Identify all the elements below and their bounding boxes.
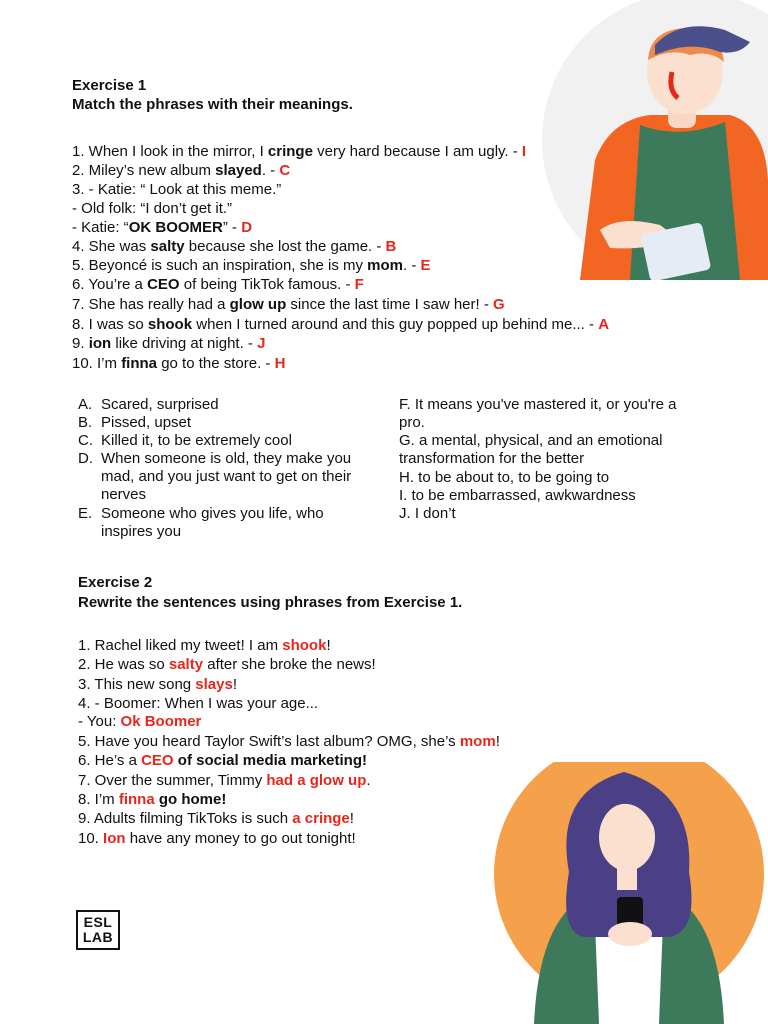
answer-phrase: finna [118,791,155,808]
exercise-1-item [72,181,281,199]
answer-phrase: a cringe [292,810,350,827]
exercise-2-title: Exercise 2 [78,574,153,591]
item-text-end: go to the store. - [157,355,275,372]
item-text-end: of social media marketing! [173,752,367,769]
item-text-end: like driving at night. - [111,335,258,352]
item-text-end: after she broke the news! [203,656,376,673]
item-text-end: ! [349,810,354,827]
definition-item: F. It means you've mastered it, or you're a pro. [399,396,677,431]
exercise-1-item [72,276,364,294]
exercise-1-item [72,257,431,275]
item-text-end: . - [403,257,421,274]
definition-item: G. a mental, physical, and an emotional transformation for the better [399,432,663,467]
exercise-2-item [78,713,201,731]
item-text-end: ! [326,637,331,654]
exercise-1-item [72,219,252,237]
exercise-1-item [72,355,285,373]
answer-phrase: Ion [103,830,126,847]
answer-letter: I [521,143,527,160]
item-text-end: ! [232,676,238,693]
definition-text: Killed it, to be extremely cool [101,432,292,449]
slang-term: finna [121,355,158,372]
definition-letter: D. [78,450,93,467]
item-text: 1. When I look in the mirror, I [72,143,268,160]
answer-phrase: slays [195,676,233,693]
definition-item [78,396,368,414]
exercise-2-item [78,637,331,655]
definition-letter: B. [78,414,93,431]
exercise-1-item [72,162,290,180]
exercise-2-item [78,695,318,713]
item-text: 7. Over the summer, Timmy [78,772,267,789]
exercise-2-item [78,676,237,694]
exercise-1-title: Exercise 1 [72,77,147,94]
exercise-1-subtitle: Match the phrases with their meanings. [72,96,353,113]
definition-item [78,450,368,504]
slang-term: salty [150,238,185,255]
slang-term: mom [367,257,403,274]
item-text: 4. She was [72,238,151,255]
item-text-end: go home! [154,791,227,808]
slang-term: CEO [147,276,180,293]
item-text: 2. He was so [78,656,169,673]
item-text: - Katie: “ [72,219,129,236]
definition-text: Scared, surprised [101,396,219,413]
answer-letter: G [493,296,505,313]
definition-item: I. to be embarrassed, awkwardness [399,487,636,504]
exercise-1-item [72,296,505,314]
item-text-end: . [366,772,371,789]
item-text-end: ” - [222,219,242,236]
girl-illustration [494,762,768,1024]
exercise-2-item [78,810,354,828]
exercise-1-item [72,316,609,334]
item-text: 3. - Katie: “ Look at this meme.” [72,181,282,198]
logo-line-1: ESL [83,914,113,930]
item-text-end: very hard because I am ugly. - [312,143,522,160]
exercise-2-item [78,656,376,674]
answer-phrase: CEO [141,752,174,769]
exercise-1-item [72,200,232,218]
answer-letter: C [279,162,291,179]
logo-line-2: LAB [82,929,114,945]
item-text-end: . - [261,162,280,179]
answer-letter: A [598,316,610,333]
esl-lab-logo [76,910,120,950]
definition-item [78,414,368,432]
item-text: 6. You’re a [72,276,148,293]
item-text-end: when I turned around and this guy popped up behind me... - [192,316,599,333]
item-text: 7. She has really had a [72,296,230,313]
exercise-2-item [78,830,356,848]
item-text: - Old folk: “I don’t get it.” [72,200,233,217]
item-text: 6. He’s a [78,752,142,769]
item-text: 9. [72,335,89,352]
item-text-end: ! [495,733,500,750]
exercise-2-item [78,733,500,751]
boy-illustration [540,0,768,280]
slang-term: OK BOOMER [128,219,223,236]
item-text: 9. Adults filming TikToks is such [78,810,293,827]
item-text: 4. - Boomer: When I was your age... [78,695,319,712]
exercise-1-item [72,143,526,161]
slang-term: glow up [229,296,287,313]
answer-letter: H [274,355,286,372]
exercise-1-item [72,335,265,353]
item-text-end: because she lost the game. - [184,238,386,255]
slang-term: slayed [215,162,262,179]
answer-letter: E [420,257,431,274]
exercise-2-item [78,772,371,790]
definition-letter: E. [78,505,93,522]
answer-letter: B [385,238,397,255]
answer-letter: D [241,219,253,236]
item-text: 2. Miley’s new album [72,162,216,179]
exercise-1-item [72,238,396,256]
exercise-2-item [78,752,367,770]
item-text: 10. [78,830,104,847]
definition-letter: A. [78,396,93,413]
slang-term: cringe [267,143,313,160]
item-text: - You: [78,713,121,730]
item-text: 8. I’m [78,791,119,808]
item-text: 5. Beyoncé is such an inspiration, she is my [72,257,368,274]
answer-phrase: shook [282,637,327,654]
definition-text: Someone who gives you life, who inspires you [101,505,324,540]
answer-phrase: Ok Boomer [120,713,202,730]
definition-item: H. to be about to, to be going to [399,469,610,486]
item-text: 1. Rachel liked my tweet! I am [78,637,283,654]
item-text: 3. This new song [78,676,196,693]
definition-item: J. I don’t [399,505,456,522]
item-text: 10. I’m [72,355,122,372]
definition-letter: C. [78,432,93,449]
answer-phrase: mom [459,733,496,750]
definition-text: When someone is old, they make you mad, and you just want to get on their nerves [101,450,352,503]
definition-text: Pissed, upset [101,414,192,431]
answer-phrase: salty [168,656,204,673]
item-text-end: have any money to go out tonight! [125,830,356,847]
slang-term: shook [147,316,193,333]
item-text-end: since the last time I saw her! - [286,296,494,313]
slang-term: ion [88,335,112,352]
item-text: 8. I was so [72,316,148,333]
item-text-end: of being TikTok famous. - [179,276,355,293]
definition-item [78,432,368,450]
exercise-2-item [78,791,226,809]
definition-item [78,505,368,541]
exercise-2-subtitle: Rewrite the sentences using phrases from Exercise 1. [78,594,463,611]
item-text: 5. Have you heard Taylor Swift’s last album? OMG, she’s [78,733,460,750]
answer-letter: F [354,276,364,293]
answer-phrase: had a glow up [266,772,367,789]
answer-letter: J [257,335,266,352]
